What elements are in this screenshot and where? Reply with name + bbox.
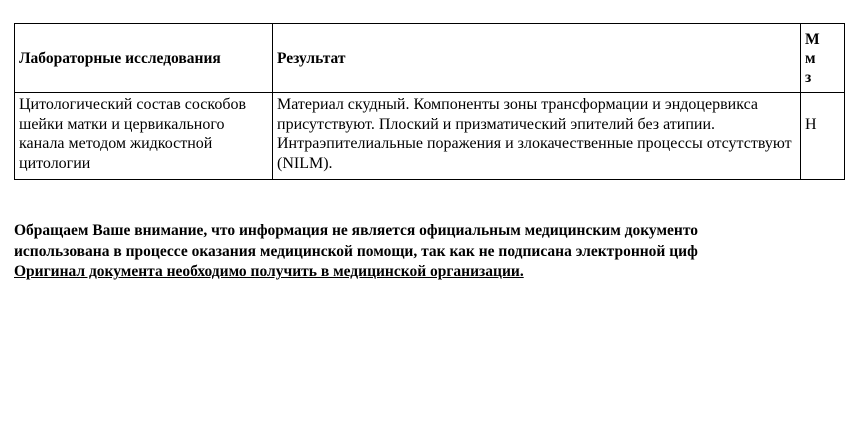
result-cell: Материал скудный. Компоненты зоны трансформации и эндоцервикса присутствуют. Плоский и призматический эпителий без атипии. Интраэпителиальные поражения и злокачественные процессы отсутствуют (NILM). — [273, 93, 801, 180]
lab-results-table — [14, 23, 845, 180]
disclaimer-notice — [14, 221, 834, 283]
header-result: Результат — [273, 24, 801, 93]
notice-line: использована в процессе оказания медицинской помощи, так как не подписана электронной циф — [14, 242, 698, 260]
notice-line: Обращаем Ваше внимание, что информация не является официальным медицинским документо — [14, 222, 698, 239]
header-lab-tests: Лабораторные исследования — [15, 24, 273, 93]
header-third-column — [801, 24, 845, 93]
third-cell-text: Н — [805, 116, 817, 133]
table-header-row — [15, 24, 845, 93]
header-third-line: з — [805, 68, 812, 86]
header-third-line: М — [805, 30, 820, 48]
third-column-cell — [801, 93, 845, 180]
notice-original-document-line: Оригинал документа необходимо получить в медицинской организации. — [14, 263, 524, 280]
lab-test-cell: Цитологический состав соскобов шейки матки и цервикального канала методом жидкостной цитологии — [15, 93, 273, 180]
table-row — [15, 93, 845, 180]
header-third-line: м — [805, 49, 816, 67]
